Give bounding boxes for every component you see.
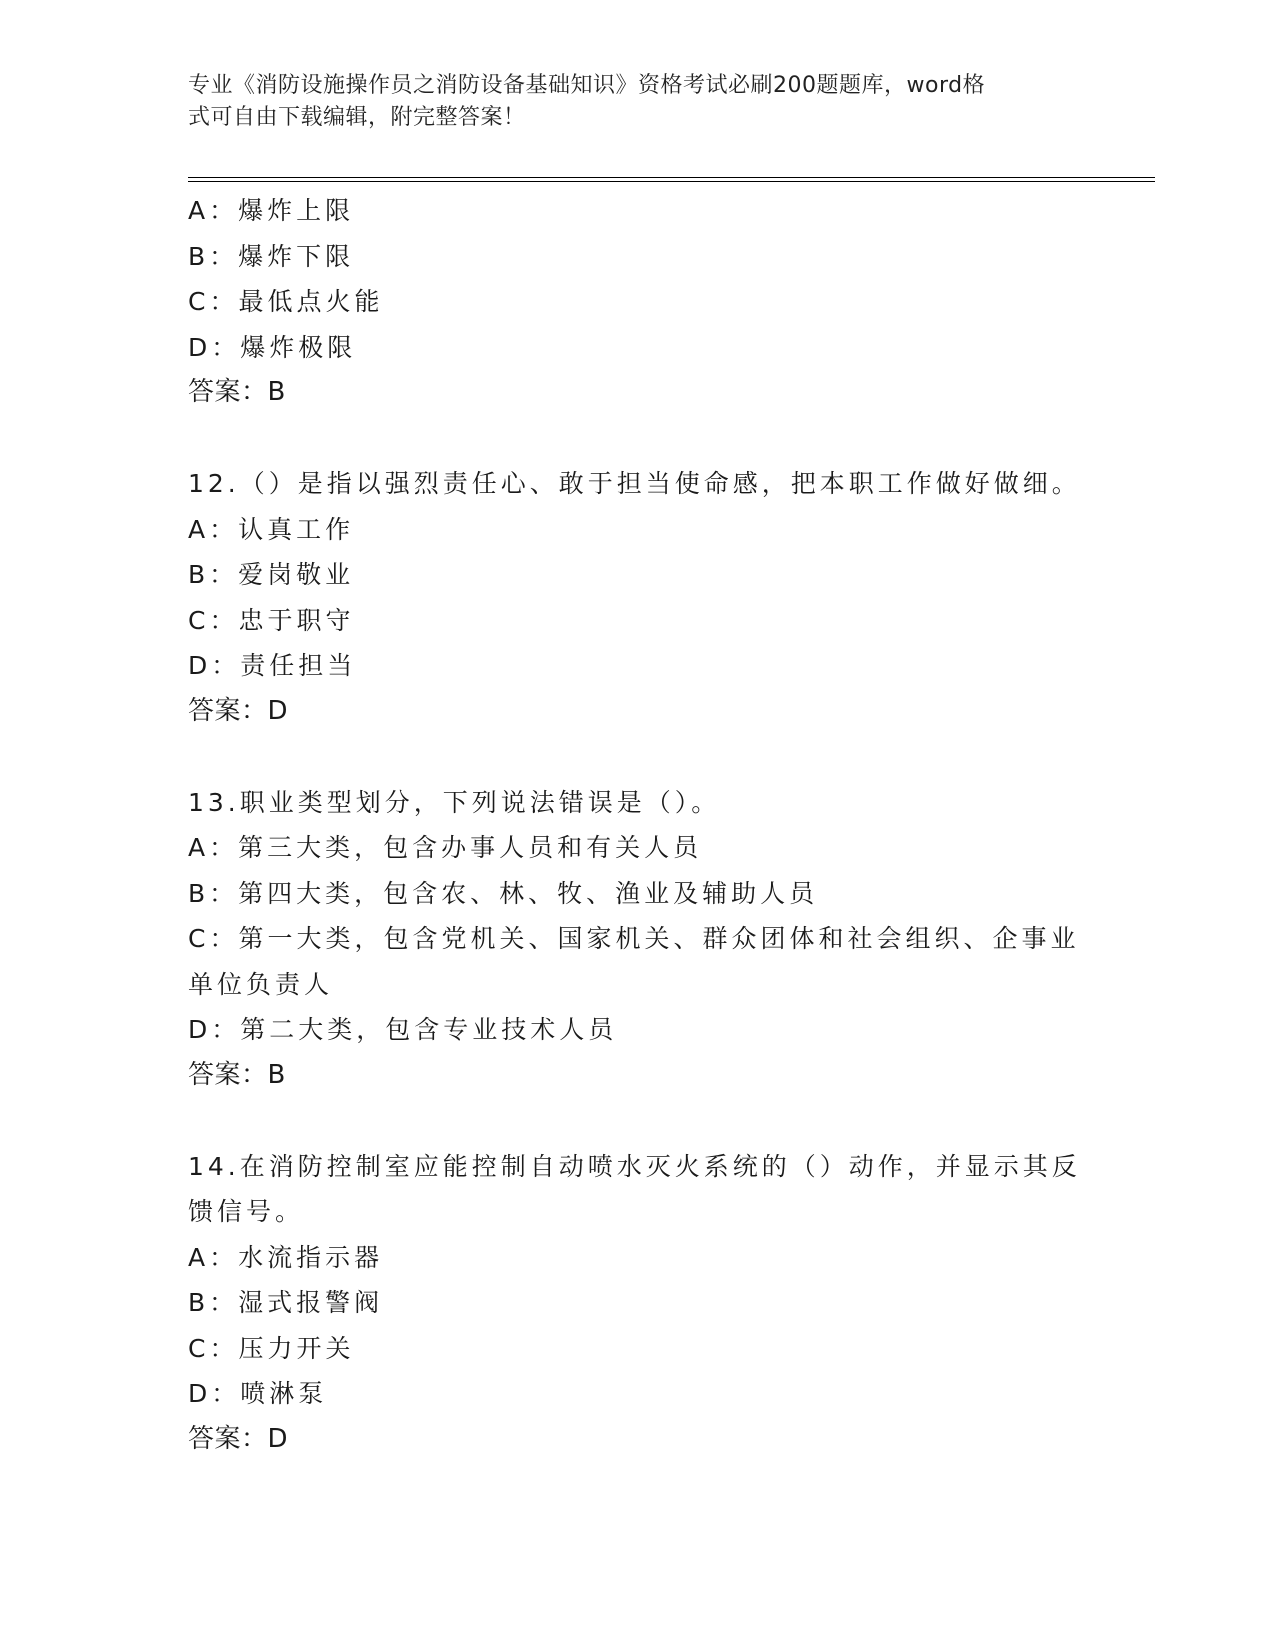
option-d: D：喷淋泵	[188, 1379, 328, 1408]
option-a: A：认真工作	[188, 514, 355, 544]
answer: 答案：D	[188, 1423, 289, 1454]
question-stem: 13.职业类型划分，下列说法错误是（）。	[188, 787, 721, 817]
question-stem-continued: 馈信号。	[188, 1197, 305, 1226]
option-d: D：爆炸极限	[188, 332, 357, 362]
option-c: C：最低点火能	[188, 287, 384, 316]
option-c: C：第一大类，包含党机关、国家机关、群众团体和社会组织、企事业	[188, 924, 1080, 953]
answer: 答案：B	[188, 377, 286, 407]
answer: 答案：D	[188, 695, 289, 726]
question-13	[188, 780, 1088, 1099]
question-stem: 14.在消防控制室应能控制自动喷水灭火系统的（）动作，并显示其反	[188, 1151, 1081, 1181]
spacer	[188, 416, 1088, 462]
option-b: B：第四大类，包含农、林、牧、渔业及辅助人员	[188, 878, 819, 908]
question-list	[188, 188, 1088, 1462]
option-a: A：爆炸上限	[188, 196, 355, 225]
question-11	[188, 188, 1088, 416]
option-b: B：爆炸下限	[188, 241, 355, 271]
option-d: D：责任担当	[188, 651, 357, 680]
header-divider-bottom	[188, 181, 1155, 182]
document-header	[188, 70, 1068, 134]
option-c: C：压力开关	[188, 1333, 355, 1363]
question-12	[188, 461, 1088, 734]
question-stem: 12.（）是指以强烈责任心、敢于担当使命感，把本职工作做好做细。	[188, 469, 1081, 498]
option-c: C：忠于职守	[188, 605, 355, 635]
header-line-2: 式可自由下载编辑，附完整答案！	[188, 105, 526, 130]
option-d: D：第二大类，包含专业技术人员	[188, 1015, 618, 1044]
option-b: B：湿式报警阀	[188, 1288, 384, 1317]
question-14	[188, 1144, 1088, 1463]
spacer	[188, 734, 1088, 780]
option-a: A：水流指示器	[188, 1242, 384, 1272]
spacer	[188, 1098, 1088, 1144]
option-a: A：第三大类，包含办事人员和有关人员	[188, 833, 703, 862]
option-b: B：爱岗敬业	[188, 560, 355, 589]
header-divider-top	[188, 177, 1155, 178]
option-c-continued: 单位负责人	[188, 969, 334, 999]
header-line-1: 专业《消防设施操作员之消防设备基础知识》资格考试必刷200题题库，word格	[188, 73, 986, 98]
answer: 答案：B	[188, 1059, 286, 1090]
